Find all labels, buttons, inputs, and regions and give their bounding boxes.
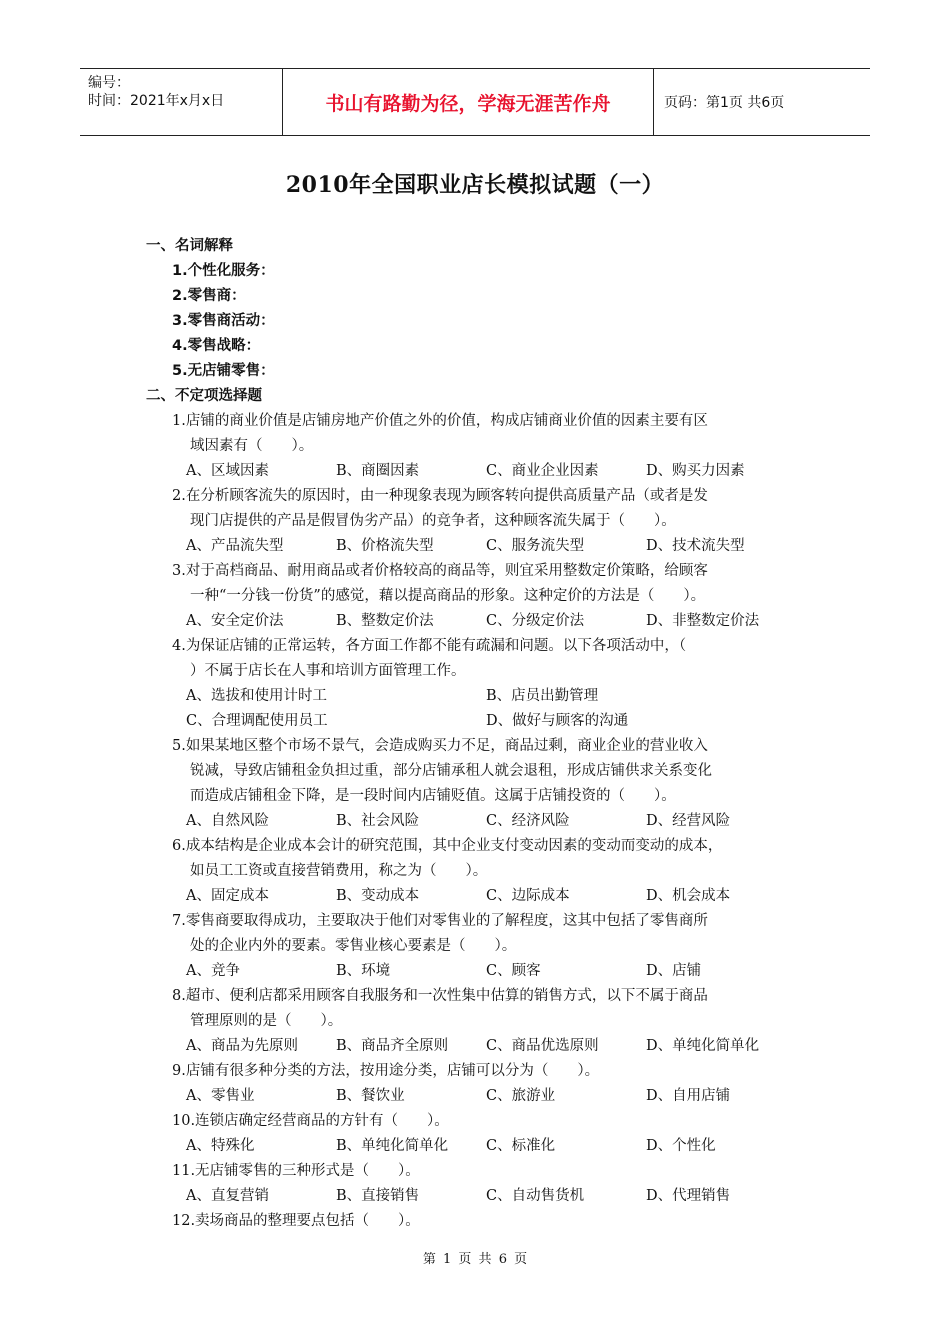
option-c: C、分级定价法 <box>486 613 585 629</box>
option-b: B、社会风险 <box>336 813 420 829</box>
question-text: 2.在分析顾客流失的原因时，由一种现象表现为顾客转向提供高质量产品（或者是发 <box>172 488 708 504</box>
option-d: D、做好与顾客的沟通 <box>486 713 629 729</box>
question-text: 1.店铺的商业价值是店铺房地产价值之外的价值，构成店铺商业价值的因素主要有区 <box>172 413 708 429</box>
page-footer: 第 1 页 共 6 页 <box>422 1252 528 1267</box>
option-b: B、餐饮业 <box>336 1088 405 1104</box>
section-heading-choice: 二、不定项选择题 <box>146 388 262 404</box>
question-text-continued: 域因素有（ ）。 <box>190 438 314 454</box>
option-b: B、变动成本 <box>336 888 420 904</box>
option-a: A、直复营销 <box>186 1188 269 1204</box>
question-text: 5.如果某地区整个市场不景气，会造成购买力不足，商品过剩，商业企业的营业收入 <box>172 738 708 754</box>
term-item: 2.零售商： <box>172 288 246 304</box>
question-text: 7.零售商要取得成功，主要取决于他们对零售业的了解程度，这其中包括了零售商所 <box>172 913 708 929</box>
header-page-info: 页码：第1页 共6页 <box>664 95 785 111</box>
option-c: C、旅游业 <box>486 1088 556 1104</box>
number-label: 编号： <box>88 75 130 91</box>
question-text: 12.卖场商品的整理要点包括（ ）。 <box>172 1213 420 1229</box>
term-item: 3.零售商活动： <box>172 313 275 329</box>
option-d: D、机会成本 <box>646 888 731 904</box>
question-text: 11.无店铺零售的三种形式是（ ）。 <box>172 1163 420 1179</box>
option-d: D、个性化 <box>646 1138 716 1154</box>
option-a: A、商品为先原则 <box>186 1038 298 1054</box>
question-text: 9.店铺有很多种分类的方法，按用途分类，店铺可以分为（ ）。 <box>172 1063 600 1079</box>
time-label: 时间：2021年x月x日 <box>88 93 225 109</box>
question-text: 6.成本结构是企业成本会计的研究范围，其中企业支付变动因素的变动而变动的成本， <box>172 838 723 854</box>
question-text-continued: 如员工工资或直接营销费用，称之为（ ）。 <box>190 863 488 879</box>
option-b: B、直接销售 <box>336 1188 420 1204</box>
option-b: B、整数定价法 <box>336 613 434 629</box>
option-b: B、单纯化简单化 <box>336 1138 449 1154</box>
option-d: D、技术流失型 <box>646 538 745 554</box>
option-d: D、经营风险 <box>646 813 731 829</box>
option-b: B、价格流失型 <box>336 538 434 554</box>
question-text: 3.对于高档商品、耐用商品或者价格较高的商品等，则宜采用整数定价策略，给顾客 <box>172 563 708 579</box>
option-d: D、自用店铺 <box>646 1088 731 1104</box>
term-item: 4.零售战略： <box>172 338 261 354</box>
question-text: 10.连锁店确定经营商品的方针有（ ）。 <box>172 1113 449 1129</box>
option-b: B、店员出勤管理 <box>486 688 599 704</box>
question-text-continued: 现门店提供的产品是假冒伪劣产品）的竞争者，这种顾客流失属于（ ）。 <box>190 513 676 529</box>
page-header <box>80 68 870 136</box>
option-a: A、特殊化 <box>186 1138 255 1154</box>
option-c: C、服务流失型 <box>486 538 585 554</box>
section-heading-definitions: 一、名词解释 <box>146 238 233 254</box>
question-text-continued: 锐减，导致店铺租金负担过重，部分店铺承租人就会退租，形成店铺供求关系变化 <box>190 763 712 779</box>
question-text-continued: 管理原则的是（ ）。 <box>190 1013 343 1029</box>
option-b: B、商圈因素 <box>336 463 420 479</box>
option-a: A、竞争 <box>186 963 240 979</box>
question-text: 8.超市、便利店都采用顾客自我服务和一次性集中估算的销售方式，以下不属于商品 <box>172 988 708 1004</box>
question-text-continued: 一种“一分钱一份货”的感觉，藉以提高商品的形象。这种定价的方法是（ ）。 <box>190 588 706 604</box>
header-left-cell <box>80 69 282 135</box>
option-a: A、区域因素 <box>186 463 269 479</box>
option-c: C、标准化 <box>486 1138 556 1154</box>
option-d: D、单纯化简单化 <box>646 1038 760 1054</box>
option-a: A、安全定价法 <box>186 613 284 629</box>
option-d: D、店铺 <box>646 963 702 979</box>
option-b: B、环境 <box>336 963 391 979</box>
option-a: A、选拔和使用计时工 <box>186 688 327 704</box>
question-text-continued: 而造成店铺租金下降，是一段时间内店铺贬值。这属于店铺投资的（ ）。 <box>190 788 676 804</box>
option-c: C、顾客 <box>486 963 541 979</box>
option-c: C、边际成本 <box>486 888 570 904</box>
term-item: 5.无店铺零售： <box>172 363 275 379</box>
option-c: C、合理调配使用员工 <box>186 713 328 729</box>
option-a: A、自然风险 <box>186 813 269 829</box>
question-text-continued: 处的企业内外的要素。零售业核心要素是（ ）。 <box>190 938 517 954</box>
option-c: C、经济风险 <box>486 813 570 829</box>
option-a: A、固定成本 <box>186 888 269 904</box>
option-b: B、商品齐全原则 <box>336 1038 449 1054</box>
header-motto: 书山有路勤为径，学海无涯苦作舟 <box>282 69 654 135</box>
option-c: C、商业企业因素 <box>486 463 599 479</box>
option-d: D、购买力因素 <box>646 463 745 479</box>
question-text: 4.为保证店铺的正常运转，各方面工作都不能有疏漏和问题。以下各项活动中，（ <box>172 638 687 654</box>
question-text-continued: ）不属于店长在人事和培训方面管理工作。 <box>190 663 466 679</box>
document-title: 2010年全国职业店长模拟试题（一） <box>285 172 665 198</box>
option-d: D、代理销售 <box>646 1188 731 1204</box>
option-c: C、自动售货机 <box>486 1188 585 1204</box>
option-a: A、零售业 <box>186 1088 255 1104</box>
option-c: C、商品优选原则 <box>486 1038 599 1054</box>
term-item: 1.个性化服务： <box>172 263 275 279</box>
option-d: D、非整数定价法 <box>646 613 760 629</box>
option-a: A、产品流失型 <box>186 538 284 554</box>
